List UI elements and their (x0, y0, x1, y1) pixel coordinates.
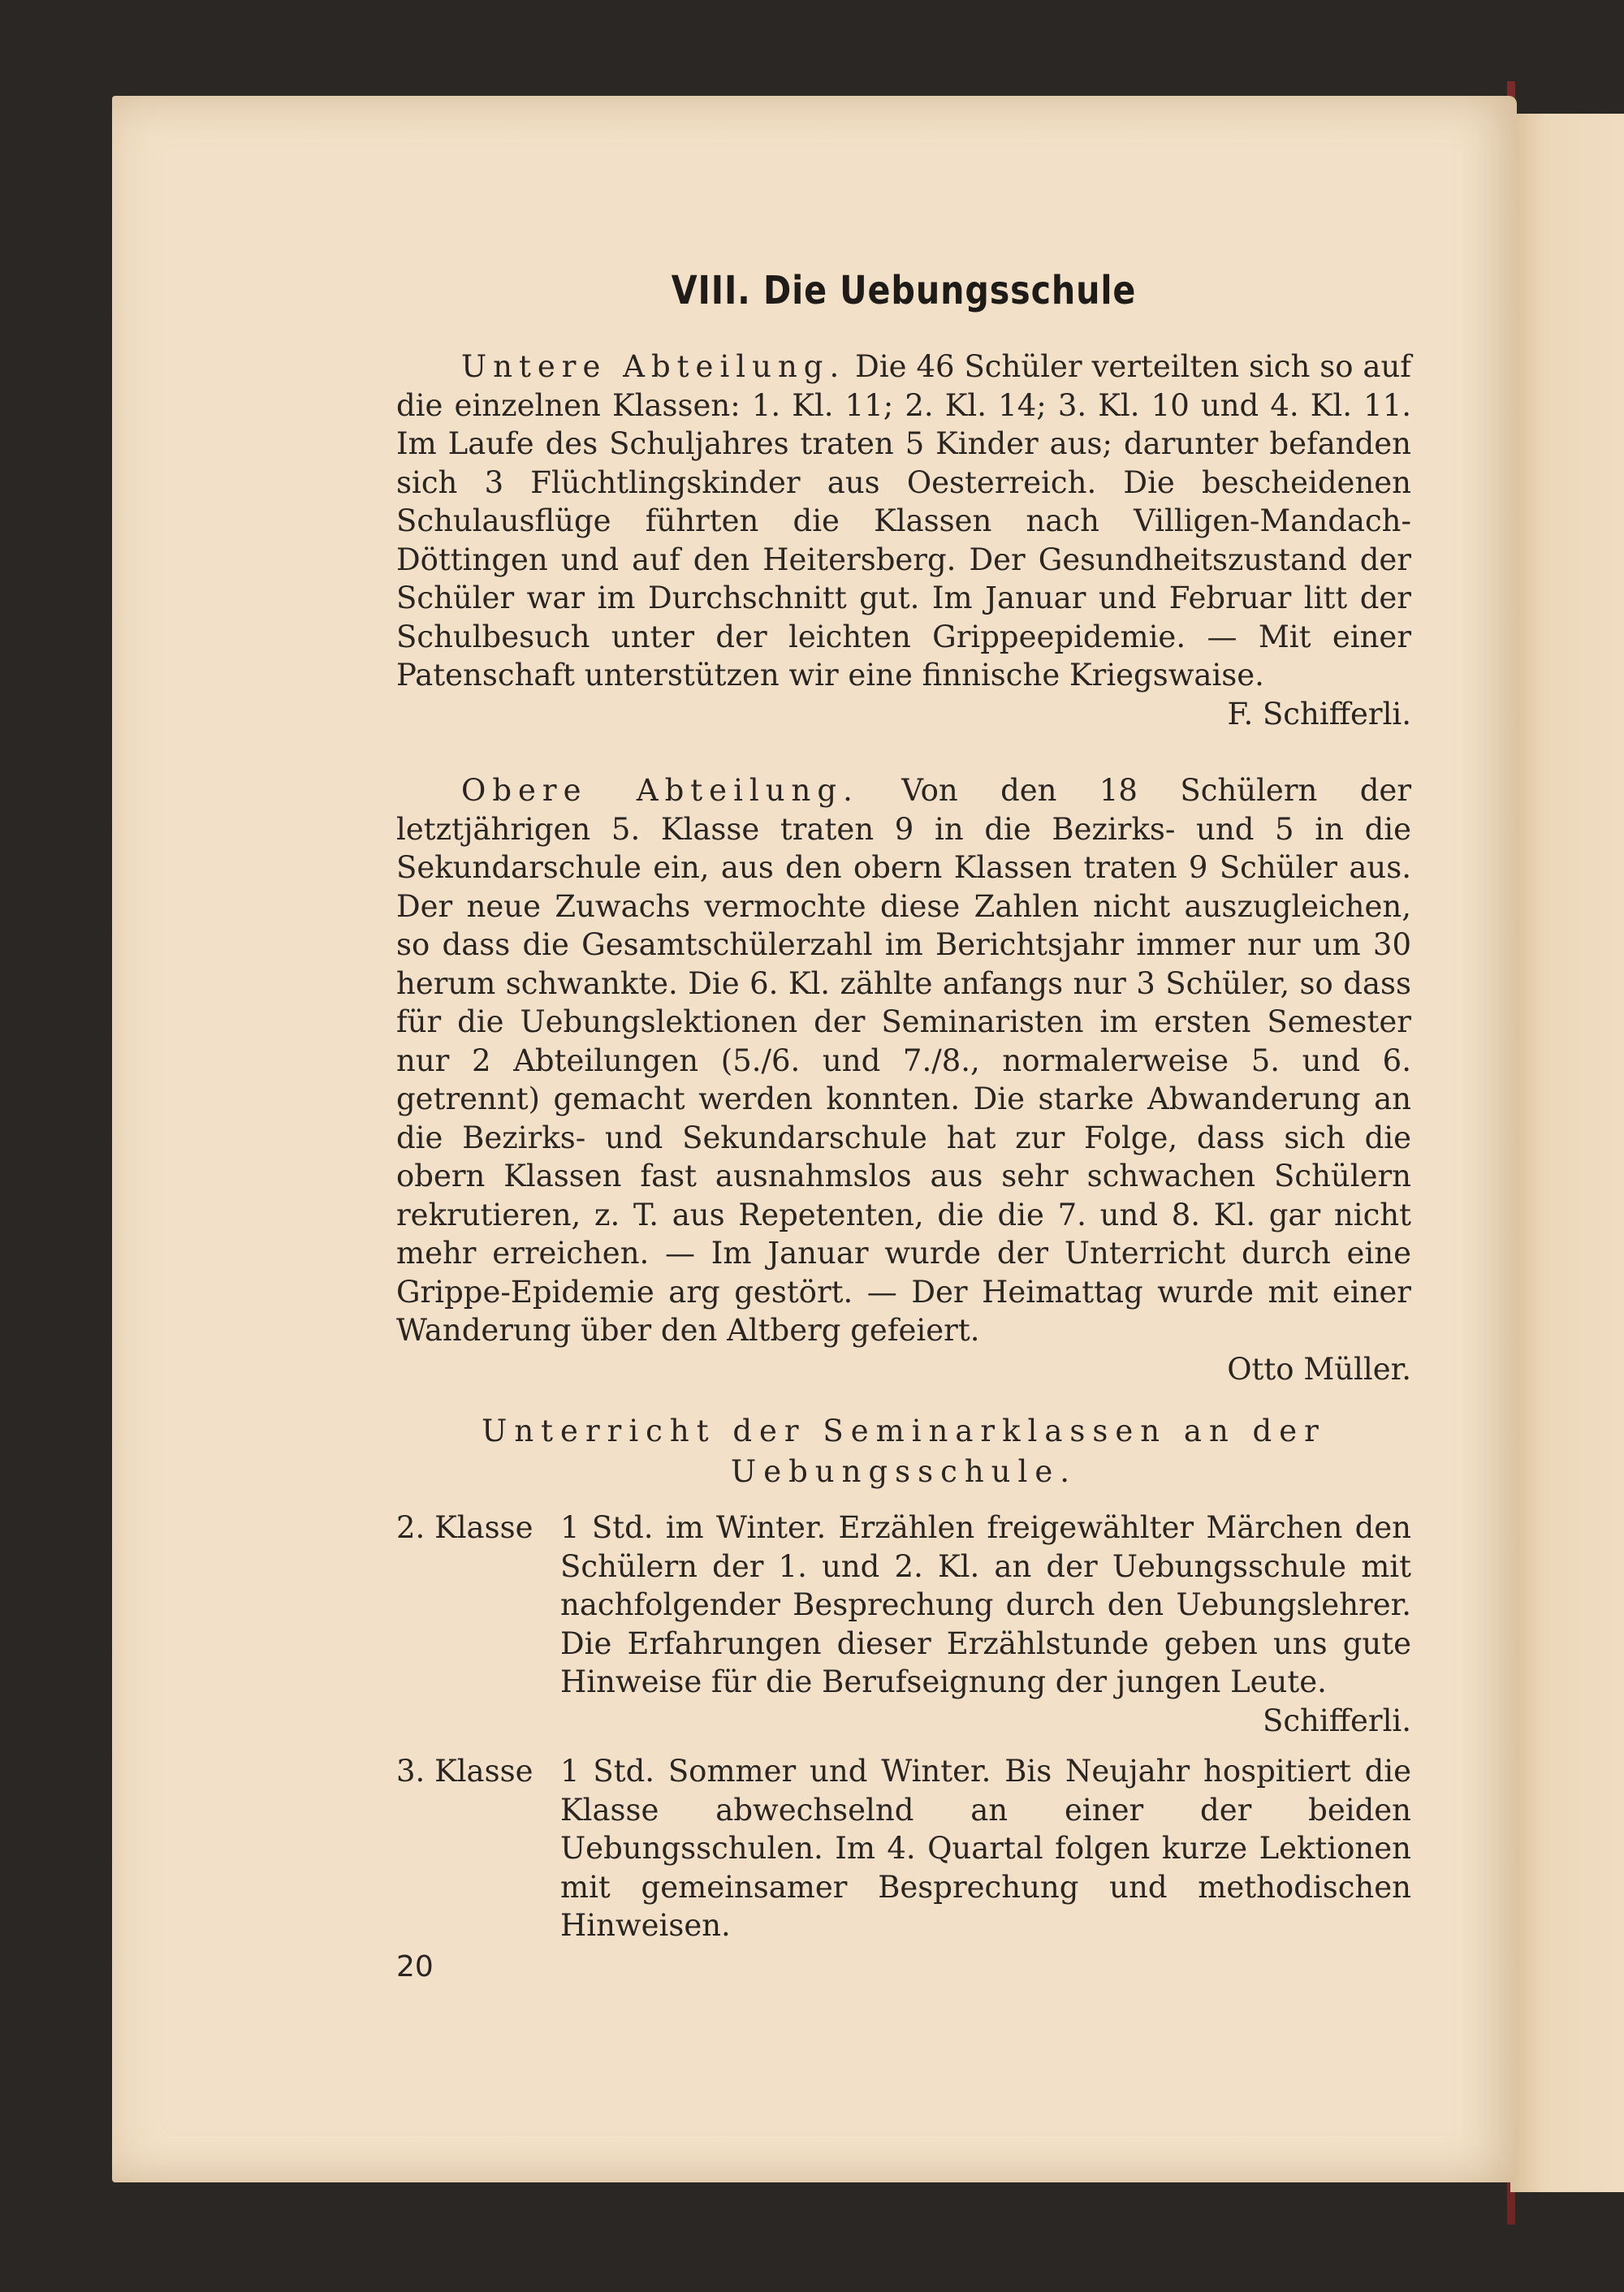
paragraph-obere (396, 771, 1411, 1350)
signature-schifferli: F. Schifferli. (1227, 696, 1411, 732)
subheading-line-1: Unterricht der Seminarklassen an der (482, 1414, 1326, 1448)
subheading (396, 1411, 1411, 1492)
entry-label: 2. Klasse (396, 1510, 533, 1545)
entry-text: 1 Std. im Winter. Erzählen freigewählter Märchen den Schülern der 1. und 2. Kl. an der Uebungsschule mit nachfolgender Besprechung durch den Uebungslehrer. Die Erfahrungen dieser Erzählstunde geben uns gute Hinweise für die Berufseignung der jungen Leute. (560, 1510, 1411, 1699)
paragraph-untere-text: Die 46 Schüler verteilten sich so auf die einzelnen Klassen: 1. Kl. 11; 2. Kl. 14; 3. Kl. 10 und 4. Kl. 11. Im Laufe des Schuljahres traten 5 Kinder aus; darunter befanden sich 3 Flüchtlingskinder aus Oesterreich. Die bescheidenen Schulausflüge führten die Klassen nach Villigen-Mandach-Döttingen und auf den Heitersberg. Der Gesundheitszustand der Schüler war im Durchschnitt gut. Im Januar und Februar litt der Schulbesuch unter der leichten Grippeepidemie. — Mit einer Patenschaft unterstützen wir eine finnische Kriegswaise. (396, 349, 1412, 693)
entry-signature: Schifferli. (1262, 1703, 1411, 1738)
entry-klasse-2 (396, 1509, 1411, 1740)
section-label-untere: Untere Abteilung. (461, 349, 846, 384)
section-label-obere: Obere Abteilung. (461, 773, 859, 808)
entry-text: 1 Std. Sommer und Winter. Bis Neujahr hospitiert die Klasse abwechselnd an einer der beiden Uebungsschulen. Im 4. Quartal folgen kurze Lektionen mit gemeinsamer Besprechung und methodischen Hinweisen. (560, 1754, 1411, 1943)
entry-klasse-3 (396, 1752, 1411, 1945)
entry-label: 3. Klasse (396, 1754, 533, 1789)
paragraph-untere (396, 347, 1411, 695)
paragraph-obere-text: Von den 18 Schülern der letztjährigen 5. Klasse traten 9 in die Bezirks- und 5 in die Sekundarschule ein, aus den obern Klassen traten 9 Schüler aus. Der neue Zuwachs vermochte diese Zahlen nicht auszugleichen, so dass die Gesamtschülerzahl im Berichtsjahr immer nur um 30 herum schwankte. Die 6. Kl. zählte anfangs nur 3 Schüler, so dass für die Uebungslektionen der Seminaristen im ersten Semester nur 2 Abteilungen (5./6. und 7./8., normalerweise 5. und 6. getrennt) gemacht werden konnten. Die starke Abwanderung an die Bezirks- und Sekundarschule hat zur Folge, dass sich die obern Klassen fast ausnahmslos aus sehr schwachen Schülern rekrutieren, z. T. aus Repetenten, die die 7. und 8. Kl. gar nicht mehr erreichen. — Im Januar wurde der Unterricht durch eine Grippe-Epidemie arg gestört. — Der Heimattag wurde mit einer Wanderung über den Altberg gefeiert. (396, 773, 1412, 1348)
facing-page-edge (1510, 114, 1624, 2192)
page-number: 20 (396, 1950, 434, 1983)
section-obere-abteilung (396, 771, 1411, 1388)
section-untere-abteilung (396, 347, 1411, 733)
subheading-line-2: Uebungsschule. (731, 1454, 1077, 1489)
chapter-heading: VIII. Die Uebungsschule (671, 268, 1137, 313)
entry-body (560, 1752, 1411, 1945)
signature-mueller: Otto Müller. (1227, 1351, 1411, 1387)
entry-body (560, 1509, 1411, 1738)
